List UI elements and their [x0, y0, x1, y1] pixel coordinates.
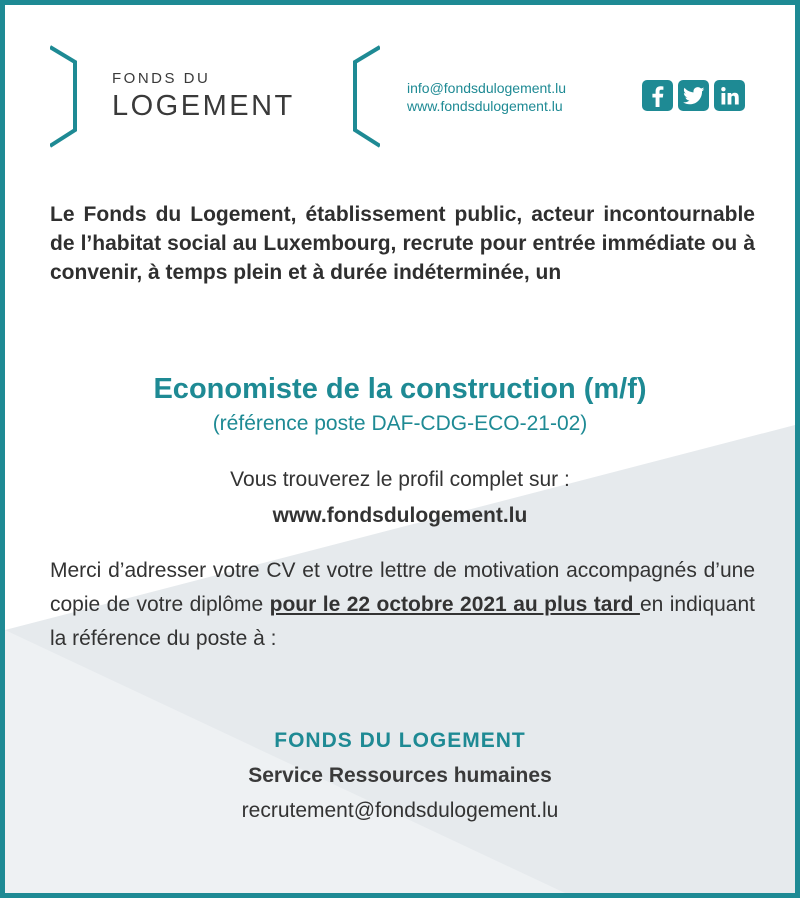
job-reference: (référence poste DAF-CDG-ECO-21-02)	[212, 412, 588, 435]
linkedin-icon[interactable]	[714, 80, 745, 111]
logo	[50, 45, 380, 150]
profile-url-link[interactable]: www.fondsdulogement.lu	[272, 504, 528, 527]
header-contact	[407, 79, 566, 115]
contact-org-name: FONDS DU LOGEMENT	[274, 729, 526, 752]
application-instructions	[50, 554, 755, 656]
job-title: Economiste de la construction (m/f)	[153, 373, 647, 405]
contact-email-address[interactable]: recrutement@fondsdulogement.lu	[241, 799, 559, 822]
social-links	[642, 80, 745, 111]
instructions-text: Merci d’adresser votre CV et votre lettre de motivation accompagnés d’une copie de votre diplôme	[50, 559, 755, 616]
logo-top-text: FONDS DU	[112, 70, 211, 87]
twitter-icon[interactable]	[678, 80, 709, 111]
deadline-text: pour le 22 octobre 2021 au plus tard	[269, 593, 640, 616]
contact-email-link[interactable]: info@fondsdulogement.lu	[407, 80, 566, 96]
instructions-text-end: en indiquant la référence du poste à :	[50, 593, 755, 650]
logo-main-text: LOGEMENT	[112, 90, 295, 122]
contact-service: Service Ressources humaines	[248, 764, 552, 787]
profile-text: Vous trouverez le profil complet sur :	[230, 468, 570, 491]
contact-website-link[interactable]: www.fondsdulogement.lu	[407, 98, 563, 114]
facebook-icon[interactable]	[642, 80, 673, 111]
intro-paragraph: Le Fonds du Logement, établissement public, acteur incontournable de l’habitat social au Luxembourg, recrute pour entrée immédiate ou à convenir, à temps plein et à durée indéterminée, un	[50, 203, 755, 284]
